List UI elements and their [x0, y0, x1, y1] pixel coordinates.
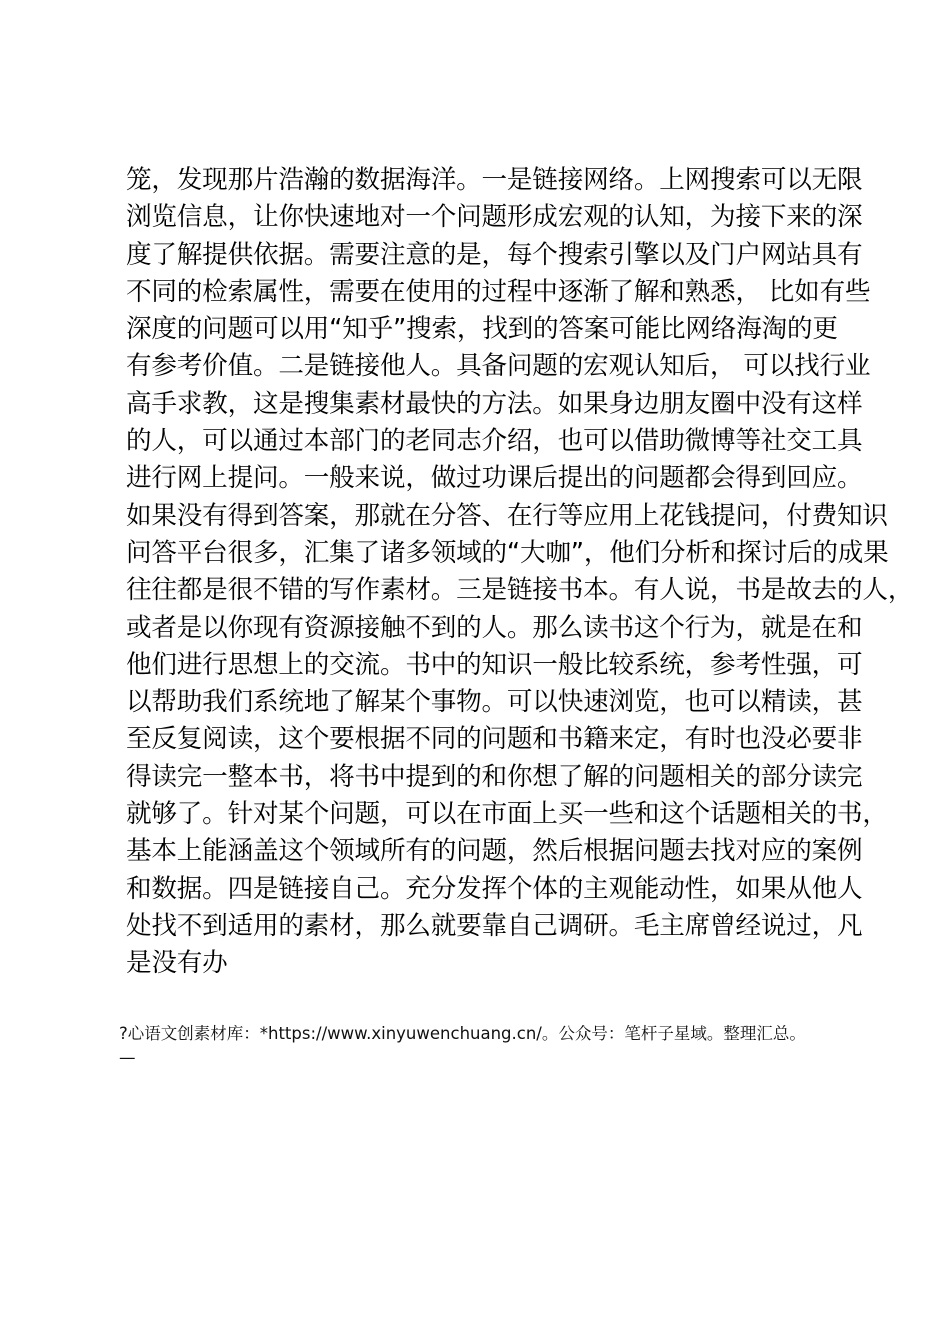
text-line: 是没有办 [126, 948, 228, 979]
footer-dash: — [119, 1048, 136, 1067]
text-line: 得读完一整本书，将书中提到的和你想了解的问题相关的部分读完 [126, 761, 863, 792]
text-line: 浏览信息，让你快速地对一个问题形成宏观的认知，为接下来的深 [126, 202, 863, 233]
text-line: 高手求教，这是搜集素材最快的方法。如果身边朋友圈中没有这样 [126, 388, 863, 419]
text-line: 度了解提供依据。需要注意的是，每个搜索引擎以及门户网站具有 [126, 239, 863, 270]
text-line: 处找不到适用的素材，那么就要靠自己调研。毛主席曾经说过，凡 [126, 910, 863, 941]
text-line: 进行网上提问。一般来说，做过功课后提出的问题都会得到回应。 [126, 463, 863, 494]
text-line: 和数据。四是链接自己。充分发挥个体的主观能动性，如果从他人 [126, 873, 863, 904]
text-line: 就够了。针对某个问题，可以在市面上买一些和这个话题相关的书， [126, 799, 888, 830]
text-line: 至反复阅读，这个要根据不同的问题和书籍来定，有时也没必要非 [126, 724, 863, 755]
text-line: 基本上能涵盖这个领域所有的问题，然后根据问题去找对应的案例 [126, 836, 863, 867]
text-line: 不同的检索属性，需要在使用的过程中逐渐了解和熟悉， 比如有些 [126, 276, 871, 307]
text-line: 笼，发现那片浩瀚的数据海洋。一是链接网络。上网搜索可以无限 [126, 165, 863, 195]
text-line: 有参考价值。二是链接他人。具备问题的宏观认知后， 可以找行业 [126, 351, 871, 382]
text-line: 往往都是很不错的写作素材。三是链接书本。有人说，书是故去的人， [126, 575, 914, 606]
body-paragraph [126, 162, 914, 983]
footer-source-note: ?心语文创素材库：*https://www.xinyuwenchuang.cn/。公众号：笔杆子星域。整理汇总。 [119, 1024, 806, 1043]
text-line: 深度的问题可以用“知乎”搜索，找到的答案可能比网络海淘的更 [126, 314, 838, 345]
text-line: 如果没有得到答案，那就在分答、在行等应用上花钱提问，付费知识 [126, 500, 888, 531]
text-line: 他们进行思想上的交流。书中的知识一般比较系统，参考性强，可 [126, 649, 863, 680]
text-line: 以帮助我们系统地了解某个事物。可以快速浏览，也可以精读，甚 [126, 687, 863, 718]
text-line: 问答平台很多，汇集了诸多领域的“大咖”，他们分析和探讨后的成果 [126, 537, 889, 568]
text-line: 或者是以你现有资源接触不到的人。那么读书这个行为，就是在和 [126, 612, 863, 643]
text-line: 的人，可以通过本部门的老同志介绍，也可以借助微博等社交工具 [126, 426, 863, 457]
